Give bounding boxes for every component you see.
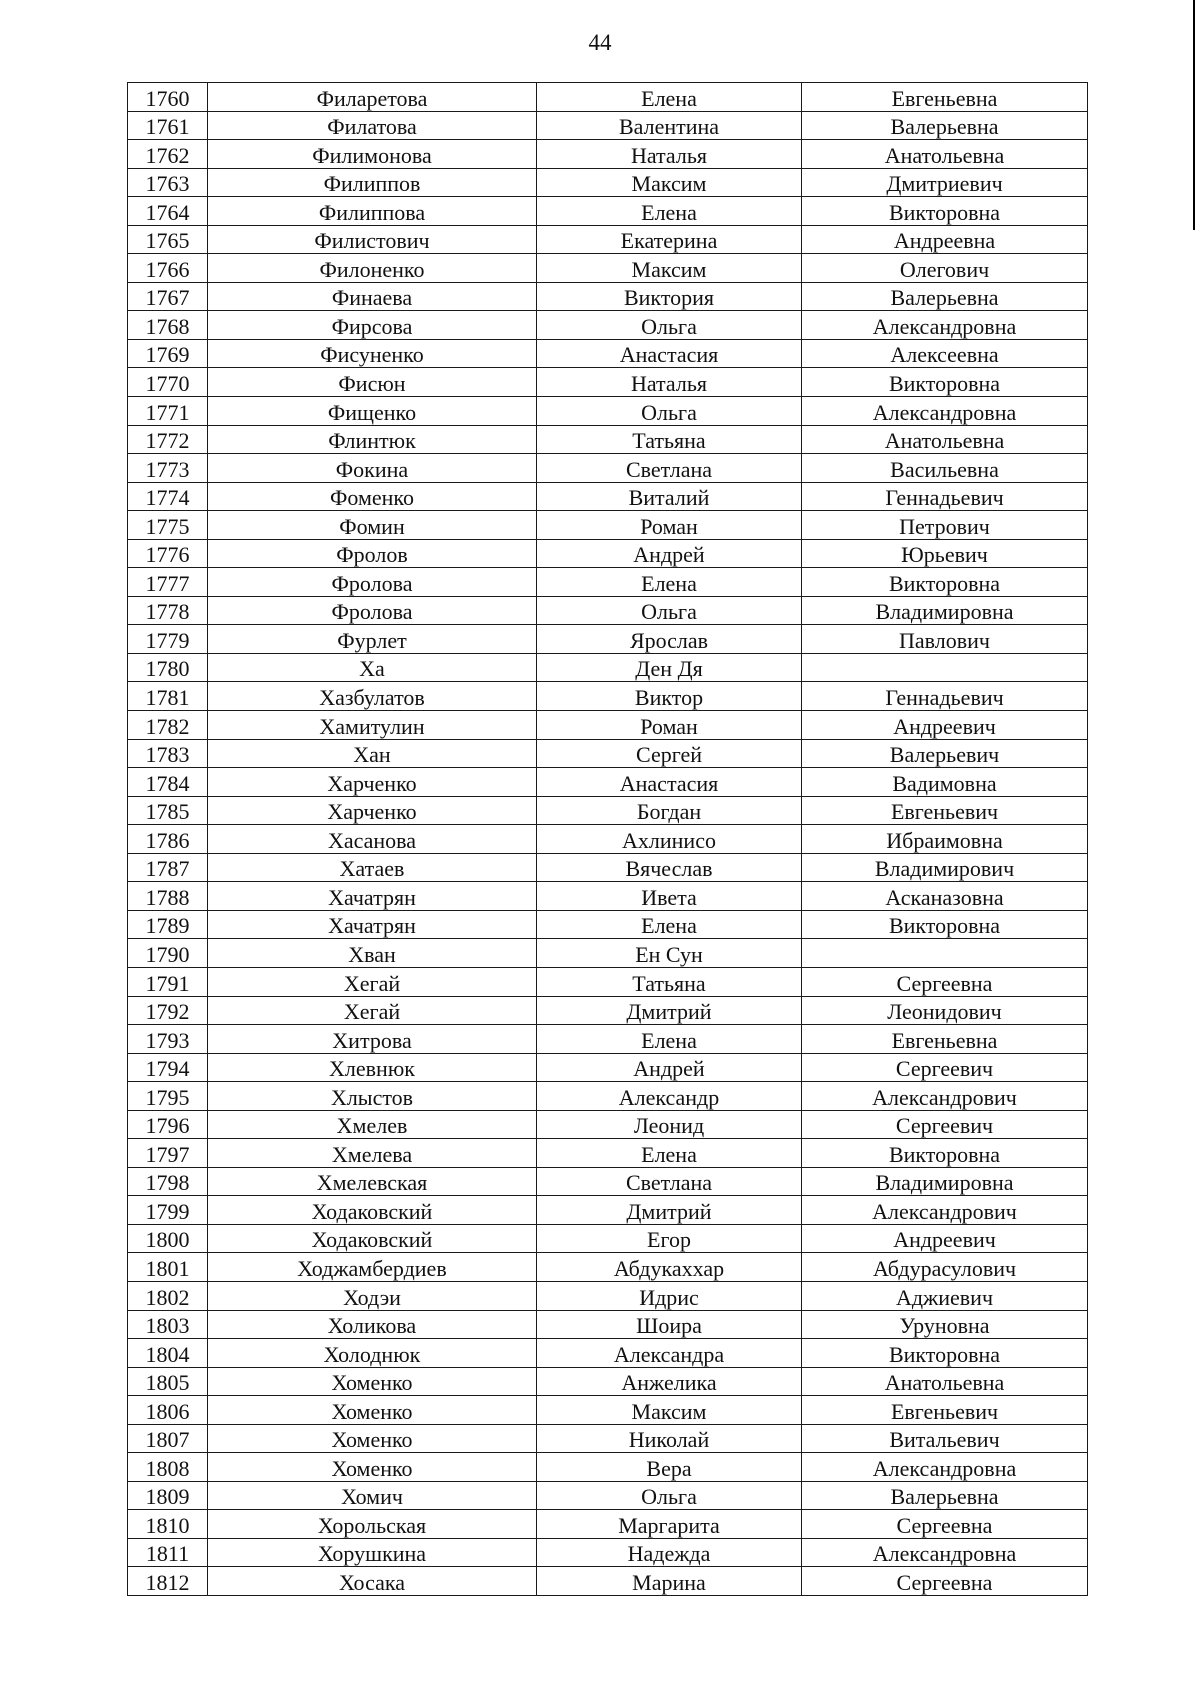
- row-number-cell: 1781: [128, 682, 208, 711]
- table-row: [128, 454, 1088, 483]
- table-row: [128, 653, 1088, 682]
- row-number-cell: 1804: [128, 1339, 208, 1368]
- row-number-cell: 1763: [128, 168, 208, 197]
- roster-body: [128, 83, 1088, 1596]
- patronymic-cell: Александровна: [802, 397, 1088, 426]
- table-row: [128, 1396, 1088, 1425]
- first-name-cell: Елена: [537, 83, 802, 112]
- last-name-cell: Харченко: [208, 796, 537, 825]
- first-name-cell: Максим: [537, 254, 802, 283]
- row-number-cell: 1775: [128, 511, 208, 540]
- patronymic-cell: Викторовна: [802, 910, 1088, 939]
- first-name-cell: Анастасия: [537, 768, 802, 797]
- last-name-cell: Фисуненко: [208, 339, 537, 368]
- patronymic-cell: Викторовна: [802, 1139, 1088, 1168]
- last-name-cell: Хегай: [208, 967, 537, 996]
- last-name-cell: Хачатрян: [208, 910, 537, 939]
- patronymic-cell: Евгеньевна: [802, 1025, 1088, 1054]
- first-name-cell: Ахлинисо: [537, 825, 802, 854]
- row-number-cell: 1773: [128, 454, 208, 483]
- row-number-cell: 1780: [128, 653, 208, 682]
- row-number-cell: 1811: [128, 1538, 208, 1567]
- first-name-cell: Андрей: [537, 1053, 802, 1082]
- table-row: [128, 254, 1088, 283]
- last-name-cell: Филимонова: [208, 140, 537, 169]
- row-number-cell: 1799: [128, 1196, 208, 1225]
- first-name-cell: Дмитрий: [537, 996, 802, 1025]
- last-name-cell: Хазбулатов: [208, 682, 537, 711]
- first-name-cell: Валентина: [537, 111, 802, 140]
- first-name-cell: Идрис: [537, 1281, 802, 1310]
- row-number-cell: 1791: [128, 967, 208, 996]
- row-number-cell: 1769: [128, 339, 208, 368]
- table-row: [128, 1196, 1088, 1225]
- first-name-cell: Маргарита: [537, 1510, 802, 1539]
- row-number-cell: 1809: [128, 1481, 208, 1510]
- patronymic-cell: Сергеевич: [802, 1110, 1088, 1139]
- row-number-cell: 1774: [128, 482, 208, 511]
- table-row: [128, 1224, 1088, 1253]
- last-name-cell: Хмелев: [208, 1110, 537, 1139]
- first-name-cell: Светлана: [537, 1167, 802, 1196]
- row-number-cell: 1794: [128, 1053, 208, 1082]
- last-name-cell: Хачатрян: [208, 882, 537, 911]
- first-name-cell: Наталья: [537, 140, 802, 169]
- first-name-cell: Надежда: [537, 1538, 802, 1567]
- table-row: [128, 568, 1088, 597]
- row-number-cell: 1778: [128, 596, 208, 625]
- table-row: [128, 368, 1088, 397]
- patronymic-cell: Сергеевна: [802, 1510, 1088, 1539]
- table-row: [128, 482, 1088, 511]
- table-row: [128, 511, 1088, 540]
- last-name-cell: Фисюн: [208, 368, 537, 397]
- patronymic-cell: Александровна: [802, 1453, 1088, 1482]
- patronymic-cell: Леонидович: [802, 996, 1088, 1025]
- first-name-cell: Виктория: [537, 282, 802, 311]
- patronymic-cell: Андреевич: [802, 711, 1088, 740]
- last-name-cell: Флинтюк: [208, 425, 537, 454]
- row-number-cell: 1764: [128, 197, 208, 226]
- last-name-cell: Ходжамбердиев: [208, 1253, 537, 1282]
- patronymic-cell: Вадимовна: [802, 768, 1088, 797]
- patronymic-cell: Витальевич: [802, 1424, 1088, 1453]
- table-row: [128, 397, 1088, 426]
- first-name-cell: Наталья: [537, 368, 802, 397]
- table-row: [128, 140, 1088, 169]
- patronymic-cell: [802, 653, 1088, 682]
- row-number-cell: 1779: [128, 625, 208, 654]
- table-row: [128, 682, 1088, 711]
- last-name-cell: Фомин: [208, 511, 537, 540]
- first-name-cell: Максим: [537, 168, 802, 197]
- row-number-cell: 1765: [128, 225, 208, 254]
- first-name-cell: Богдан: [537, 796, 802, 825]
- row-number-cell: 1806: [128, 1396, 208, 1425]
- patronymic-cell: Александрович: [802, 1196, 1088, 1225]
- first-name-cell: Леонид: [537, 1110, 802, 1139]
- first-name-cell: Александра: [537, 1339, 802, 1368]
- table-row: [128, 225, 1088, 254]
- row-number-cell: 1807: [128, 1424, 208, 1453]
- table-row: [128, 1053, 1088, 1082]
- last-name-cell: Филиппова: [208, 197, 537, 226]
- patronymic-cell: Олегович: [802, 254, 1088, 283]
- patronymic-cell: Анатольевна: [802, 425, 1088, 454]
- row-number-cell: 1798: [128, 1167, 208, 1196]
- last-name-cell: Хосака: [208, 1567, 537, 1596]
- last-name-cell: Ходаковский: [208, 1196, 537, 1225]
- last-name-cell: Хегай: [208, 996, 537, 1025]
- patronymic-cell: Аджиевич: [802, 1281, 1088, 1310]
- last-name-cell: Хорольская: [208, 1510, 537, 1539]
- row-number-cell: 1767: [128, 282, 208, 311]
- first-name-cell: Егор: [537, 1224, 802, 1253]
- patronymic-cell: Евгеньевна: [802, 83, 1088, 112]
- row-number-cell: 1784: [128, 768, 208, 797]
- row-number-cell: 1777: [128, 568, 208, 597]
- first-name-cell: Вячеслав: [537, 853, 802, 882]
- patronymic-cell: Викторовна: [802, 368, 1088, 397]
- last-name-cell: Филиппов: [208, 168, 537, 197]
- row-number-cell: 1776: [128, 539, 208, 568]
- row-number-cell: 1789: [128, 910, 208, 939]
- first-name-cell: Роман: [537, 711, 802, 740]
- last-name-cell: Хан: [208, 739, 537, 768]
- patronymic-cell: Викторовна: [802, 568, 1088, 597]
- last-name-cell: Хомич: [208, 1481, 537, 1510]
- last-name-cell: Хоменко: [208, 1424, 537, 1453]
- table-row: [128, 1538, 1088, 1567]
- row-number-cell: 1803: [128, 1310, 208, 1339]
- last-name-cell: Холикова: [208, 1310, 537, 1339]
- table-row: [128, 768, 1088, 797]
- patronymic-cell: Васильевна: [802, 454, 1088, 483]
- row-number-cell: 1801: [128, 1253, 208, 1282]
- last-name-cell: Ха: [208, 653, 537, 682]
- table-row: [128, 739, 1088, 768]
- row-number-cell: 1772: [128, 425, 208, 454]
- table-row: [128, 539, 1088, 568]
- last-name-cell: Хлыстов: [208, 1082, 537, 1111]
- last-name-cell: Филаретова: [208, 83, 537, 112]
- margin-rule: [1193, 0, 1195, 230]
- patronymic-cell: Анатольевна: [802, 140, 1088, 169]
- patronymic-cell: Евгеньевич: [802, 1396, 1088, 1425]
- table-row: [128, 910, 1088, 939]
- patronymic-cell: [802, 939, 1088, 968]
- last-name-cell: Хван: [208, 939, 537, 968]
- row-number-cell: 1795: [128, 1082, 208, 1111]
- row-number-cell: 1812: [128, 1567, 208, 1596]
- table-row: [128, 168, 1088, 197]
- patronymic-cell: Павлович: [802, 625, 1088, 654]
- first-name-cell: Елена: [537, 197, 802, 226]
- first-name-cell: Анастасия: [537, 339, 802, 368]
- first-name-cell: Роман: [537, 511, 802, 540]
- table-row: [128, 425, 1088, 454]
- patronymic-cell: Евгеньевич: [802, 796, 1088, 825]
- table-row: [128, 339, 1088, 368]
- first-name-cell: Анжелика: [537, 1367, 802, 1396]
- last-name-cell: Фролова: [208, 596, 537, 625]
- last-name-cell: Ходаковский: [208, 1224, 537, 1253]
- table-row: [128, 197, 1088, 226]
- table-row: [128, 111, 1088, 140]
- table-row: [128, 596, 1088, 625]
- last-name-cell: Холоднюк: [208, 1339, 537, 1368]
- table-row: [128, 1167, 1088, 1196]
- first-name-cell: Максим: [537, 1396, 802, 1425]
- patronymic-cell: Асканазовна: [802, 882, 1088, 911]
- row-number-cell: 1766: [128, 254, 208, 283]
- patronymic-cell: Сергеевна: [802, 967, 1088, 996]
- patronymic-cell: Викторовна: [802, 1339, 1088, 1368]
- patronymic-cell: Уруновна: [802, 1310, 1088, 1339]
- first-name-cell: Елена: [537, 568, 802, 597]
- first-name-cell: Ярослав: [537, 625, 802, 654]
- table-row: [128, 825, 1088, 854]
- table-row: [128, 1110, 1088, 1139]
- first-name-cell: Вера: [537, 1453, 802, 1482]
- patronymic-cell: Ибраимовна: [802, 825, 1088, 854]
- last-name-cell: Хоменко: [208, 1367, 537, 1396]
- row-number-cell: 1810: [128, 1510, 208, 1539]
- patronymic-cell: Александровна: [802, 311, 1088, 340]
- last-name-cell: Хасанова: [208, 825, 537, 854]
- table-row: [128, 311, 1088, 340]
- last-name-cell: Филистович: [208, 225, 537, 254]
- last-name-cell: Хмелева: [208, 1139, 537, 1168]
- first-name-cell: Ольга: [537, 311, 802, 340]
- last-name-cell: Филатова: [208, 111, 537, 140]
- patronymic-cell: Геннадьевич: [802, 482, 1088, 511]
- last-name-cell: Харченко: [208, 768, 537, 797]
- row-number-cell: 1793: [128, 1025, 208, 1054]
- row-number-cell: 1760: [128, 83, 208, 112]
- first-name-cell: Андрей: [537, 539, 802, 568]
- patronymic-cell: Валерьевич: [802, 739, 1088, 768]
- patronymic-cell: Андреевна: [802, 225, 1088, 254]
- table-row: [128, 1510, 1088, 1539]
- table-row: [128, 1567, 1088, 1596]
- first-name-cell: Виталий: [537, 482, 802, 511]
- last-name-cell: Хмелевская: [208, 1167, 537, 1196]
- patronymic-cell: Владимировна: [802, 596, 1088, 625]
- table-row: [128, 882, 1088, 911]
- row-number-cell: 1782: [128, 711, 208, 740]
- first-name-cell: Марина: [537, 1567, 802, 1596]
- last-name-cell: Ходэи: [208, 1281, 537, 1310]
- table-row: [128, 1339, 1088, 1368]
- first-name-cell: Татьяна: [537, 425, 802, 454]
- row-number-cell: 1770: [128, 368, 208, 397]
- first-name-cell: Елена: [537, 1025, 802, 1054]
- table-row: [128, 967, 1088, 996]
- first-name-cell: Виктор: [537, 682, 802, 711]
- row-number-cell: 1785: [128, 796, 208, 825]
- table-row: [128, 1453, 1088, 1482]
- first-name-cell: Дмитрий: [537, 1196, 802, 1225]
- last-name-cell: Фролов: [208, 539, 537, 568]
- row-number-cell: 1761: [128, 111, 208, 140]
- last-name-cell: Финаева: [208, 282, 537, 311]
- patronymic-cell: Сергеевна: [802, 1567, 1088, 1596]
- first-name-cell: Елена: [537, 910, 802, 939]
- roster-table: [127, 82, 1088, 1596]
- last-name-cell: Фирсова: [208, 311, 537, 340]
- last-name-cell: Филоненко: [208, 254, 537, 283]
- table-row: [128, 83, 1088, 112]
- table-row: [128, 996, 1088, 1025]
- table-row: [128, 282, 1088, 311]
- table-row: [128, 1139, 1088, 1168]
- first-name-cell: Ольга: [537, 1481, 802, 1510]
- last-name-cell: Хатаев: [208, 853, 537, 882]
- last-name-cell: Фоменко: [208, 482, 537, 511]
- table-row: [128, 1281, 1088, 1310]
- table-row: [128, 1310, 1088, 1339]
- first-name-cell: Елена: [537, 1139, 802, 1168]
- page-number: 44: [588, 30, 612, 55]
- last-name-cell: Фищенко: [208, 397, 537, 426]
- patronymic-cell: Владимировна: [802, 1167, 1088, 1196]
- first-name-cell: Ольга: [537, 596, 802, 625]
- table-row: [128, 711, 1088, 740]
- last-name-cell: Хоменко: [208, 1453, 537, 1482]
- row-number-cell: 1768: [128, 311, 208, 340]
- last-name-cell: Хитрова: [208, 1025, 537, 1054]
- row-number-cell: 1771: [128, 397, 208, 426]
- last-name-cell: Хамитулин: [208, 711, 537, 740]
- row-number-cell: 1790: [128, 939, 208, 968]
- table-row: [128, 853, 1088, 882]
- table-row: [128, 796, 1088, 825]
- first-name-cell: Александр: [537, 1082, 802, 1111]
- patronymic-cell: Валерьевна: [802, 111, 1088, 140]
- last-name-cell: Фокина: [208, 454, 537, 483]
- row-number-cell: 1796: [128, 1110, 208, 1139]
- first-name-cell: Татьяна: [537, 967, 802, 996]
- first-name-cell: Абдукаххар: [537, 1253, 802, 1282]
- first-name-cell: Шоира: [537, 1310, 802, 1339]
- row-number-cell: 1762: [128, 140, 208, 169]
- patronymic-cell: Анатольевна: [802, 1367, 1088, 1396]
- patronymic-cell: Сергеевич: [802, 1053, 1088, 1082]
- last-name-cell: Фролова: [208, 568, 537, 597]
- patronymic-cell: Андреевич: [802, 1224, 1088, 1253]
- table-row: [128, 625, 1088, 654]
- patronymic-cell: Дмитриевич: [802, 168, 1088, 197]
- patronymic-cell: Валерьевна: [802, 282, 1088, 311]
- first-name-cell: Ден Дя: [537, 653, 802, 682]
- patronymic-cell: Алексеевна: [802, 339, 1088, 368]
- row-number-cell: 1805: [128, 1367, 208, 1396]
- last-name-cell: Хлевнюк: [208, 1053, 537, 1082]
- row-number-cell: 1792: [128, 996, 208, 1025]
- patronymic-cell: Александровна: [802, 1538, 1088, 1567]
- first-name-cell: Ен Сун: [537, 939, 802, 968]
- patronymic-cell: Петрович: [802, 511, 1088, 540]
- table-row: [128, 1025, 1088, 1054]
- last-name-cell: Фурлет: [208, 625, 537, 654]
- table-row: [128, 1481, 1088, 1510]
- table-row: [128, 1253, 1088, 1282]
- table-row: [128, 1424, 1088, 1453]
- patronymic-cell: Валерьевна: [802, 1481, 1088, 1510]
- patronymic-cell: Александрович: [802, 1082, 1088, 1111]
- patronymic-cell: Юрьевич: [802, 539, 1088, 568]
- row-number-cell: 1783: [128, 739, 208, 768]
- first-name-cell: Светлана: [537, 454, 802, 483]
- first-name-cell: Ивета: [537, 882, 802, 911]
- first-name-cell: Николай: [537, 1424, 802, 1453]
- row-number-cell: 1802: [128, 1281, 208, 1310]
- row-number-cell: 1788: [128, 882, 208, 911]
- table-row: [128, 1082, 1088, 1111]
- row-number-cell: 1786: [128, 825, 208, 854]
- patronymic-cell: Геннадьевич: [802, 682, 1088, 711]
- first-name-cell: Ольга: [537, 397, 802, 426]
- patronymic-cell: Абдурасулович: [802, 1253, 1088, 1282]
- first-name-cell: Екатерина: [537, 225, 802, 254]
- row-number-cell: 1808: [128, 1453, 208, 1482]
- last-name-cell: Хорушкина: [208, 1538, 537, 1567]
- last-name-cell: Хоменко: [208, 1396, 537, 1425]
- table-row: [128, 939, 1088, 968]
- row-number-cell: 1800: [128, 1224, 208, 1253]
- patronymic-cell: Викторовна: [802, 197, 1088, 226]
- row-number-cell: 1797: [128, 1139, 208, 1168]
- patronymic-cell: Владимирович: [802, 853, 1088, 882]
- first-name-cell: Сергей: [537, 739, 802, 768]
- row-number-cell: 1787: [128, 853, 208, 882]
- table-row: [128, 1367, 1088, 1396]
